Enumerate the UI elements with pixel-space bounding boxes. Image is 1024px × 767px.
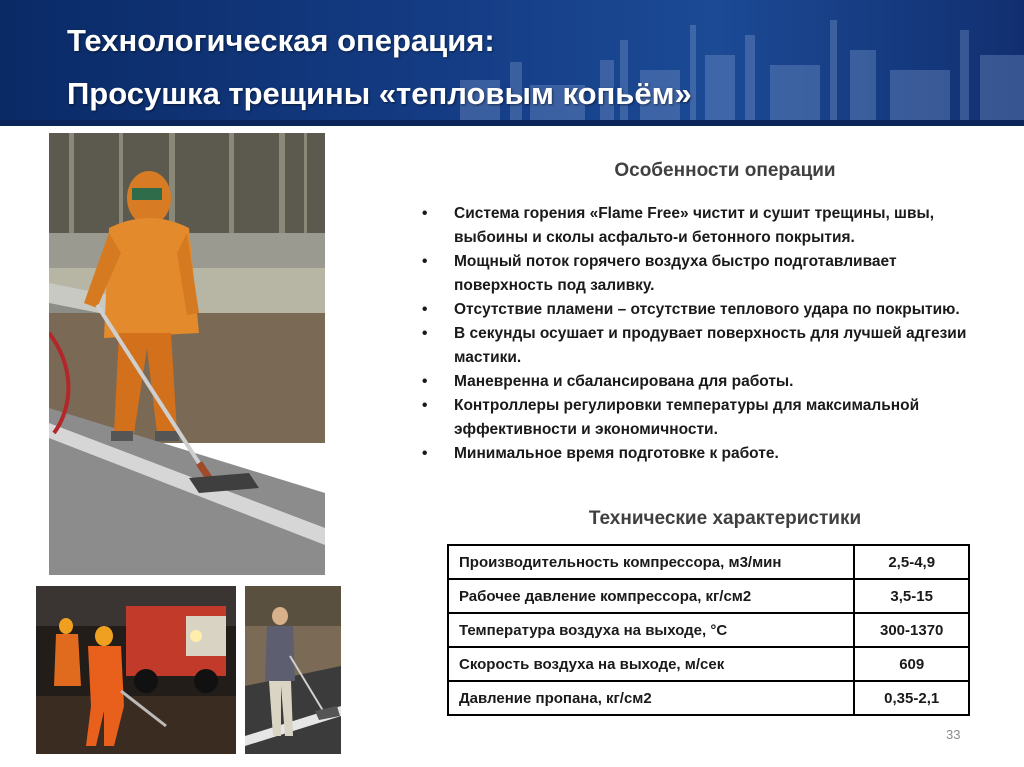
feature-item: • Маневренна и сбалансирована для работы. [418, 370, 998, 394]
feature-item: • Отсутствие пламени – отсутствие теплового удара по покрытию. [418, 298, 998, 322]
feature-item: • В секунды осушает и продувает поверхность для лучшей адгезии мастики. [418, 322, 998, 370]
table-row [448, 647, 969, 681]
specs-heading: Технические характеристики [588, 508, 862, 529]
spec-value: 300-1370 [854, 613, 969, 647]
title-banner [0, 0, 1024, 126]
specs-table [447, 544, 970, 716]
slide-title-line-2: Просушка трещины «тепловым копьём» [67, 76, 692, 111]
feature-item: • Система горения «Flame Free» чистит и сушит трещины, швы, выбоины и сколы асфальто-и бетонного покрытия. [418, 202, 998, 250]
spec-value: 2,5-4,9 [854, 545, 969, 579]
spec-value: 3,5-15 [854, 579, 969, 613]
spec-name: Рабочее давление компрессора, кг/см2 [448, 579, 854, 613]
spec-name: Скорость воздуха на выходе, м/сек [448, 647, 854, 681]
spec-value: 609 [854, 647, 969, 681]
table-row [448, 579, 969, 613]
feature-item: • Контроллеры регулировки температуры для максимальной эффективности и экономичности. [418, 394, 998, 442]
page-number: 33 [946, 727, 961, 742]
spec-name: Давление пропана, кг/см2 [448, 681, 854, 715]
worker-lance-photo [245, 586, 341, 754]
features-list [418, 202, 998, 466]
features-heading: Особенности операции [614, 160, 836, 181]
night-crew-photo [36, 586, 236, 754]
spec-name: Производительность компрессора, м3/мин [448, 545, 854, 579]
spec-name: Температура воздуха на выходе, °С [448, 613, 854, 647]
table-row [448, 545, 969, 579]
feature-item: • Мощный поток горячего воздуха быстро подготавливает поверхность под заливку. [418, 250, 998, 298]
worker-heat-lance-photo [49, 133, 325, 575]
slide-title-line-1: Технологическая операция: [67, 23, 495, 58]
spec-value: 0,35-2,1 [854, 681, 969, 715]
table-row [448, 613, 969, 647]
feature-item: • Минимальное время подготовке к работе. [418, 442, 998, 466]
table-row [448, 681, 969, 715]
